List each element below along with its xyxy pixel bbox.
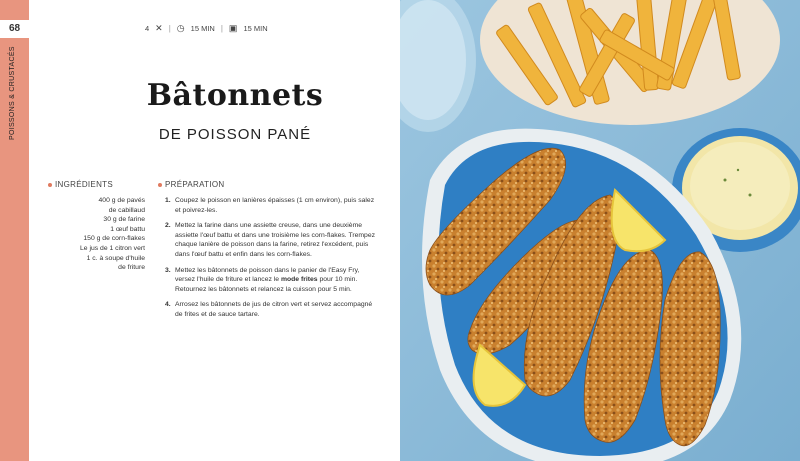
preparation-step: 3. Mettez les bâtonnets de poisson dans le panier de l'Easy Fry, versez l'huile de friture et lancez le mode frites pour 10 min. Retournez les bâtonnets et relancez la cuisson pour 5 min. — [165, 266, 360, 293]
separator: | — [168, 24, 171, 33]
page-number: 68 — [0, 20, 29, 38]
ingredient-line: 150 g de corn-flakes — [83, 235, 145, 243]
ingredient-line: de friture — [118, 264, 145, 272]
recipe-meta — [145, 23, 268, 34]
preparation-step: 1. Coupez le poisson en lanières épaisses (1 cm environ), puis salez et poivrez-les. — [165, 197, 375, 214]
recipe-photo — [400, 0, 800, 461]
section-tab — [0, 0, 29, 461]
servings-count: 4 — [145, 24, 150, 33]
bullet-dot — [48, 183, 52, 187]
preparation-step: 4. Arrosez les bâtonnets de jus de citron vert et servez accompagné de frites et de sauce tartare. — [165, 301, 373, 318]
ingredient-line: 1 œuf battu — [110, 225, 145, 233]
preparation-steps — [165, 196, 375, 326]
preparation-heading: PRÉPARATION — [158, 180, 224, 189]
recipe-subtitle: DE POISSON PANÉ — [158, 126, 312, 143]
air-fryer-icon: ▣ — [228, 23, 238, 33]
ingredient-line: Le jus de 1 citron vert — [80, 244, 145, 252]
prep-time: 15 MIN — [190, 24, 215, 33]
ingredients-heading: INGRÉDIENTS — [48, 180, 113, 189]
cook-time: 15 MIN — [243, 24, 268, 33]
clock-icon: ◷ — [176, 23, 185, 33]
section-label: POISSONS & CRUSTACÉS — [9, 46, 16, 140]
fork-knife-icon: ✕ — [155, 23, 163, 33]
separator: | — [220, 24, 223, 33]
ingredient-line: de cabillaud — [108, 206, 145, 214]
ingredient-line: 30 g de farine — [103, 216, 145, 224]
recipe-title: Bâtonnets — [146, 78, 324, 113]
ingredient-line: 1 c. à soupe d'huile — [86, 254, 145, 262]
ingredients-list — [55, 196, 145, 273]
preparation-step: 2. Mettez la farine dans une assiette creuse, dans une deuxième assiette l'œuf battu et dans une troisième les corn-flakes. Trempez chaque lanière de poisson dans la farine, retirez l'excédent, puis dans l'œuf battu et enfin dans les corn-flakes. — [165, 222, 376, 258]
mode-frites-emphasis: mode frites — [280, 276, 318, 284]
bullet-dot — [158, 183, 162, 187]
ingredient-line: 400 g de pavés — [98, 197, 145, 204]
